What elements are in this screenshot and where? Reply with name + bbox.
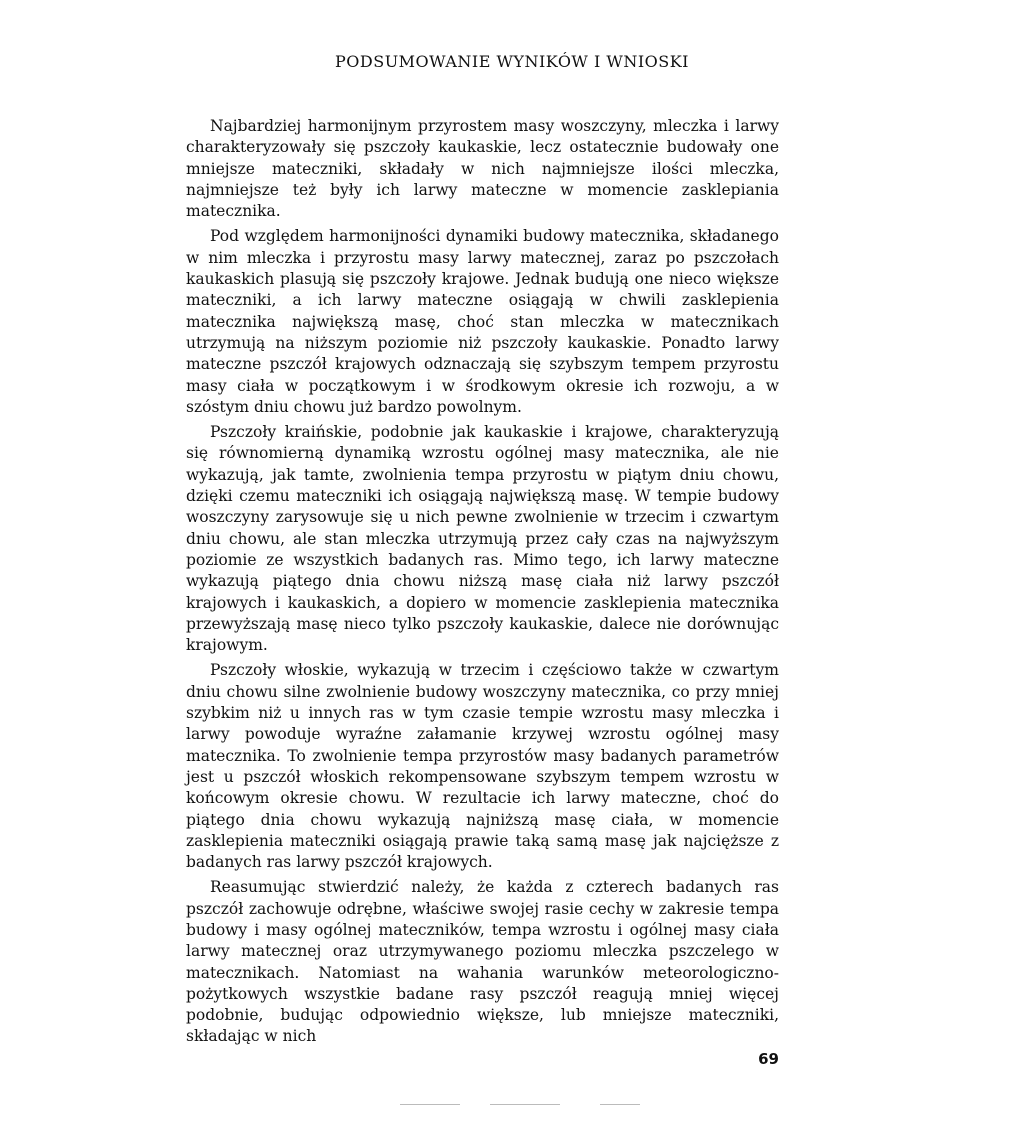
body-text bbox=[186, 116, 779, 1052]
page-number: 69 bbox=[758, 1050, 779, 1068]
scan-artifact bbox=[490, 1104, 560, 1105]
scan-artifact bbox=[400, 1104, 460, 1105]
paragraph-1: Najbardziej harmonijnym przyrostem masy woszczyny, mleczka i larwy charakteryzowały się pszczoły kaukaskie, lecz ostatecznie budowały one mniejsze mateczniki, składały w nich najmniejsze ilości mleczka, najmniejsze też były ich larwy mateczne w momencie zasklepiania matecznika. bbox=[186, 117, 779, 221]
paragraph-4: Pszczoły włoskie, wykazują w trzecim i częściowo także w czwartym dniu chowu silne zwolnienie budowy woszczyny matecznika, co przy mniej szybkim niż u innych ras w tym czasie tempie wzrostu masy mleczka i larwy powoduje wyraźne załamanie krzywej wzrostu ogólnej masy matecznika. To zwolnienie tempa przyrostów masy badanych parametrów jest u pszczół włoskich rekompensowane szybszym tempem wzrostu w końcowym okresie chowu. W rezultacie ich larwy mateczne, choć do piątego dnia chowu wykazują najniższą masę ciała, w momencie zasklepienia mateczniki osiągają prawie taką samą masę jak najcięższe z badanych ras larwy pszczół krajowych. bbox=[186, 661, 779, 872]
running-header: PODSUMOWANIE WYNIKÓW I WNIOSKI bbox=[335, 52, 689, 71]
scan-artifact bbox=[600, 1104, 640, 1105]
paragraph-2: Pod względem harmonijności dynamiki budowy matecznika, składanego w nim mleczka i przyrostu masy larwy matecznej, zaraz po pszczołach kaukaskich plasują się pszczoły krajowe. Jednak budują one nieco większe mateczniki, a ich larwy mateczne osiągają w chwili zasklepienia matecznika największą masę, choć stan mleczka w matecznikach utrzymują na niższym poziomie niż pszczoły kaukaskie. Ponadto larwy mateczne pszczół krajowych odznaczają się szybszym tempem przyrostu masy ciała w początkowym i w środkowym okresie ich rozwoju, a w szóstym dniu chowu już bardzo powolnym. bbox=[186, 227, 779, 416]
paragraph-5: Reasumując stwierdzić należy, że każda z czterech badanych ras pszczół zachowuje odrębne, właściwe swojej rasie cechy w zakresie tempa budowy i masy ogólnej mateczników, tempa wzrostu i ogólnej masy ciała larwy matecznej oraz utrzymywanego poziomu mleczka pszczelego w matecznikach. Natomiast na wahania warunków meteorologiczno-pożytkowych wszystkie badane rasy pszczół reagują mniej więcej podobnie, budując odpowiednio większe, lub mniejsze mateczniki, składając w nich bbox=[186, 878, 779, 1046]
paragraph-3: Pszczoły kraińskie, podobnie jak kaukaskie i krajowe, charakteryzują się równomierną dynamiką wzrostu ogólnej masy matecznika, ale nie wykazują, jak tamte, zwolnienia tempa przyrostu w piątym dniu chowu, dzięki czemu mateczniki ich osiągają największą masę. W tempie budowy woszczyny zarysowuje się u nich pewne zwolnienie w trzecim i czwartym dniu chowu, ale stan mleczka utrzymują przez cały czas na najwyższym poziomie ze wszystkich badanych ras. Mimo tego, ich larwy mateczne wykazują piątego dnia chowu niższą masę ciała niż larwy pszczół krajowych i kaukaskich, a dopiero w momencie zasklepienia matecznika przewyższają masę nieco tylko pszczoły kaukaskie, dalece nie dorównując krajowym. bbox=[186, 423, 779, 655]
